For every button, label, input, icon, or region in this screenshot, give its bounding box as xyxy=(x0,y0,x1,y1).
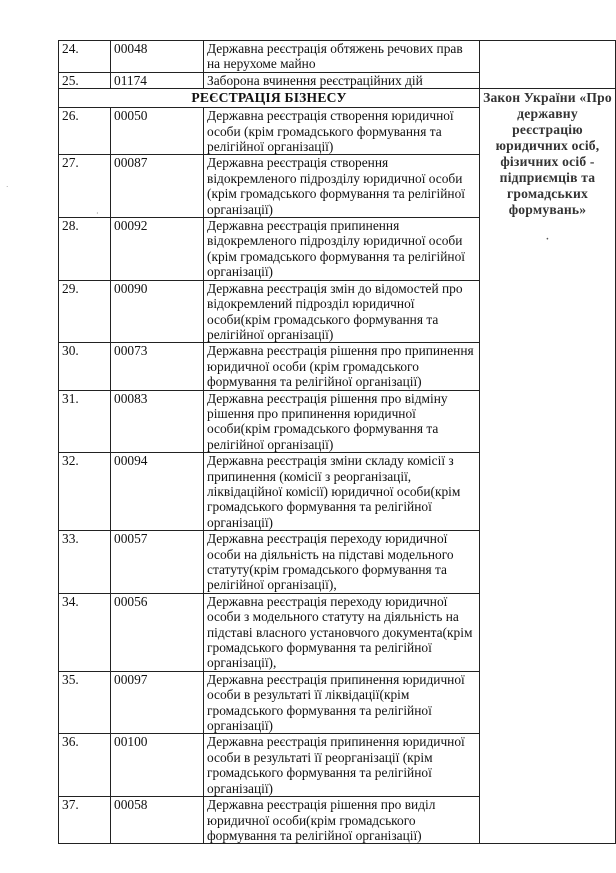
section-title: РЕЄСТРАЦІЯ БІЗНЕСУ xyxy=(59,89,480,108)
service-description: Державна реєстрація змін до відомостей про відокремлений підрозділ юридичної особи(крім громадського формування та релігійної організації) xyxy=(204,280,480,343)
service-code: 00073 xyxy=(111,343,204,390)
service-code: 00092 xyxy=(111,218,204,281)
row-number: 30. xyxy=(59,343,111,390)
service-description: Державна реєстрація припинення юридичної особи в результаті її ліквідації(крім громадського формування та релігійної організації) xyxy=(204,671,480,734)
row-number: 28. xyxy=(59,218,111,281)
service-description: Державна реєстрація припинення відокремленого підрозділу юридичної особи (крім громадського формування та релігійної організації) xyxy=(204,218,480,281)
service-code: 00087 xyxy=(111,155,204,218)
section-header-row xyxy=(59,89,616,108)
service-description: Державна реєстрація переходу юридичної особи з модельного статуту на діяльність на підставі власного установчого документа(крім громадського формування та релігійної організації), xyxy=(204,593,480,671)
scan-mark-left: · xyxy=(6,183,9,191)
service-description: Державна реєстрація обтяжень речових прав на нерухоме майно xyxy=(204,41,480,73)
row-number: 35. xyxy=(59,671,111,734)
service-code: 00097 xyxy=(111,671,204,734)
row-number: 37. xyxy=(59,797,111,844)
service-description: Державна реєстрація створення юридичної особи (крім громадського формування та релігійної організації) xyxy=(204,108,480,155)
service-description: Державна реєстрація зміни складу комісії з припинення (комісії з реорганізації, ліквідаційної комісії) юридичної особи(крім громадського формування та релігійної організації) xyxy=(204,453,480,531)
service-code: 00056 xyxy=(111,593,204,671)
law-note: Закон України «Про державну реєстрацію юридичних осіб, фізичних осіб - підприємців та громадських формувань» xyxy=(483,90,612,218)
service-code: 00058 xyxy=(111,797,204,844)
service-code: 01174 xyxy=(111,72,204,88)
service-description: Державна реєстрація переходу юридичної особи на діяльність на підставі модельного статуту(крім громадського формування та релігійної організації), xyxy=(204,531,480,594)
service-code: 00094 xyxy=(111,453,204,531)
service-code: 00100 xyxy=(111,734,204,797)
law-cell-empty xyxy=(480,41,616,89)
service-description: Державна реєстрація рішення про виділ юридичної особи(крім громадського формування та релігійної організації) xyxy=(204,797,480,844)
row-number: 27. xyxy=(59,155,111,218)
row-number: 34. xyxy=(59,593,111,671)
table-row xyxy=(59,41,616,73)
row-number: 31. xyxy=(59,390,111,453)
row-number: 32. xyxy=(59,453,111,531)
service-code: 00048 xyxy=(111,41,204,73)
service-description: Державна реєстрація створення відокремленого підрозділу юридичної особи (крім громадського формування та релігійної організації) xyxy=(204,155,480,218)
service-description: Державна реєстрація рішення про відміну рішення про припинення юридичної особи(крім громадського формування та релігійної організації) xyxy=(204,390,480,453)
service-description: Заборона вчинення реєстраційних дій xyxy=(204,72,480,88)
row-number: 26. xyxy=(59,108,111,155)
row-number: 25. xyxy=(59,72,111,88)
row-number: 24. xyxy=(59,41,111,73)
service-description: Державна реєстрація припинення юридичної особи в результаті її реорганізації (крім громадського формування та релігійної організації) xyxy=(204,734,480,797)
row-number: 36. xyxy=(59,734,111,797)
services-table xyxy=(58,40,616,844)
row-number: 29. xyxy=(59,280,111,343)
law-reference xyxy=(480,89,616,844)
service-description: Державна реєстрація рішення про припинення юридичної особи (крім громадського формування та релігійної організації) xyxy=(204,343,480,390)
service-code: 00050 xyxy=(111,108,204,155)
service-code: 00083 xyxy=(111,390,204,453)
service-code: 00057 xyxy=(111,531,204,594)
service-code: 00090 xyxy=(111,280,204,343)
scan-mark: · xyxy=(96,209,99,218)
row-number: 33. xyxy=(59,531,111,594)
law-dot-mark: · xyxy=(545,234,550,246)
